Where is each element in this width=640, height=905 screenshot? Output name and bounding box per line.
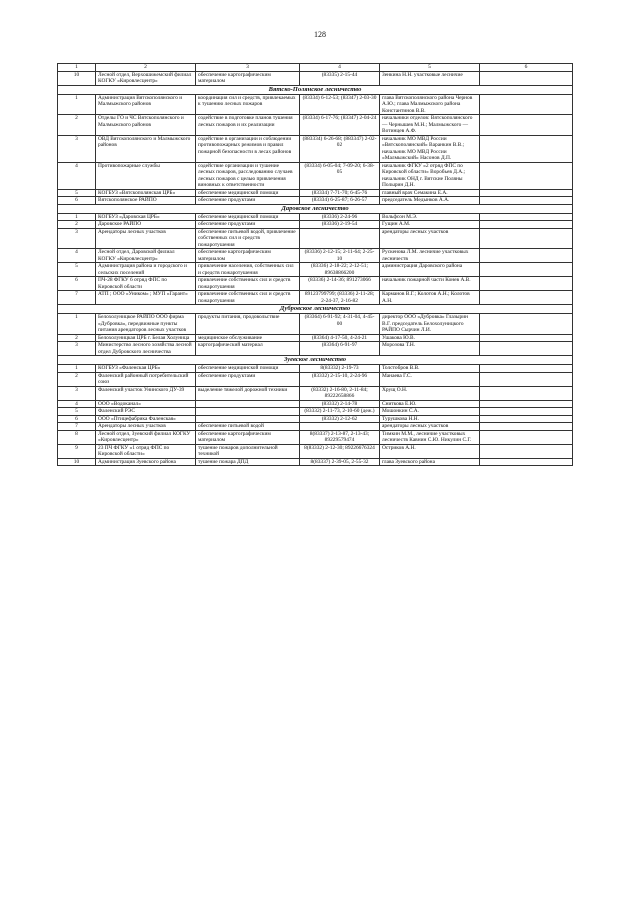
- row-number: 7: [58, 291, 96, 305]
- phone-cell: 8(83337) 2-13-87, 2-13-43; 89229579474: [300, 430, 380, 444]
- phone-cell: [300, 228, 380, 249]
- organization-cell: Администрация Зуевского района: [96, 458, 196, 466]
- table-row: [58, 314, 573, 335]
- role-cell: обеспечение продуктами: [196, 197, 300, 205]
- role-cell: привлечение собственных сил и средств пожаротушения: [196, 277, 300, 291]
- note-cell: [480, 115, 573, 136]
- role-cell: обеспечение картографическим материалом: [196, 249, 300, 263]
- contact-cell: арендаторы лесных участков: [380, 228, 480, 249]
- row-number: 8: [58, 430, 96, 444]
- phone-cell: (83334) 6-12-53; (83347) 2-03-30: [300, 94, 380, 115]
- phone-cell: (83332) 2-12-62: [300, 415, 380, 423]
- organization-cell: КОГБУЗ «Даровская ЦРБ»: [96, 213, 196, 221]
- phone-cell: (83335) 2-15-44: [300, 71, 380, 85]
- phone-cell: (83336) 2-24-96: [300, 213, 380, 221]
- contact-cell: Зенкина Н.Н. участковые лесничие: [380, 71, 480, 85]
- note-cell: [480, 334, 573, 342]
- note-cell: [480, 400, 573, 408]
- row-number: 4: [58, 162, 96, 189]
- organization-cell: АТП ; ООО «Уником» ; МУП «Гарант»: [96, 291, 196, 305]
- role-cell: продукты питания, продовольствие: [196, 314, 300, 335]
- table-row: [58, 249, 573, 263]
- table-row: [58, 135, 573, 162]
- phone-cell: (83364) 6-91-92; 4-31-04, 4-45-00: [300, 314, 380, 335]
- section-header-row: [58, 204, 573, 213]
- role-cell: [196, 415, 300, 423]
- table-row: [58, 197, 573, 205]
- role-cell: содействие организации и тушение лесных пожаров, расследованию случаев лесных пожаров с целью привлечения виновных к ответственности: [196, 162, 300, 189]
- contact-cell: начальник МО МВД России «Вятскополянский» Варанкин В.В.; начальник МО МВД России «Малмыжский» Насонов Д.П.: [380, 135, 480, 162]
- organization-cell: Арендаторы лесных участков: [96, 228, 196, 249]
- contact-cell: председатель Медынков А.А.: [380, 197, 480, 205]
- contact-cell: начальник пожарной части Конев А.В.: [380, 277, 480, 291]
- role-cell: [196, 408, 300, 416]
- organization-cell: ООО «Водоканал»: [96, 400, 196, 408]
- row-number: 3: [58, 342, 96, 356]
- row-number: 2: [58, 115, 96, 136]
- note-cell: [480, 213, 573, 221]
- table-body: [58, 64, 573, 466]
- note-cell: [480, 314, 573, 335]
- row-number: 3: [58, 228, 96, 249]
- contact-cell: Остриков А.Н.: [380, 444, 480, 458]
- phone-cell: (83334) 6-25-87; 6-26-57: [300, 197, 380, 205]
- organization-cell: Фаленский РЭС: [96, 408, 196, 416]
- role-cell: обеспечение картографическим материалом: [196, 71, 300, 85]
- note-cell: [480, 415, 573, 423]
- phone-cell: (83334) 6-17-76; (83347) 2-04-24: [300, 115, 380, 136]
- note-cell: [480, 249, 573, 263]
- role-cell: обеспечение медицинской помощи: [196, 365, 300, 373]
- contact-cell: Рускенова Л.М. лесничие участковых лесничеств: [380, 249, 480, 263]
- table-row: [58, 342, 573, 356]
- contact-cell: Хрущ О.Н.: [380, 386, 480, 400]
- note-cell: [480, 135, 573, 162]
- organization-cell: Белохолуницкая ЦРБ г. Белая Холуница: [96, 334, 196, 342]
- table-row: [58, 71, 573, 85]
- section-title: Даровское лесничество: [58, 204, 573, 213]
- note-cell: [480, 444, 573, 458]
- section-title: Дубровское лесничество: [58, 305, 573, 314]
- phone-cell: (883334) 6-26-68; (883347) 2-02-02: [300, 135, 380, 162]
- table-row: [58, 423, 573, 431]
- organization-cell: Администрация района и городского и сельских поселений: [96, 263, 196, 277]
- contact-cell: Вольфсон М.Э.: [380, 213, 480, 221]
- organization-cell: 23 ПЧ ФГКУ «1 отряд ФПС по Кировской области»: [96, 444, 196, 458]
- table-row: [58, 444, 573, 458]
- table-row: [58, 94, 573, 115]
- note-cell: [480, 189, 573, 197]
- table-row: [58, 386, 573, 400]
- role-cell: обеспечение медицинской помощи: [196, 213, 300, 221]
- organization-cell: Вятскополянское РАЙПО: [96, 197, 196, 205]
- organization-cell: КОГБУЗ «Фаленская ЦРБ»: [96, 365, 196, 373]
- contact-cell: директор ООО «Дубровка» Глазырин В.Г. председатель Белохолуницкого РАЙПО Сырчин Л.И.: [380, 314, 480, 335]
- organization-cell: Белохолуницкое РАЙПО ООО фирма «Дубровка», передвижные пункты питания арендаторов лесных участков: [96, 314, 196, 335]
- note-cell: [480, 291, 573, 305]
- row-number: 3: [58, 386, 96, 400]
- contact-cell: Толстобров В.В.: [380, 365, 480, 373]
- organization-cell: ООО «Птицефабрика Фаленская»: [96, 415, 196, 423]
- phone-cell: (83336) 2-12-15; 2-11-64; 2-25-10: [300, 249, 380, 263]
- row-number: 5: [58, 408, 96, 416]
- section-header-row: [58, 305, 573, 314]
- contact-cell: Сниткова Е.Ю.: [380, 400, 480, 408]
- role-cell: обеспечение продуктами: [196, 372, 300, 386]
- organization-cell: Отделы ГО и ЧС Вятскополянского и Малмыжского районов: [96, 115, 196, 136]
- organization-cell: ПЧ-28 ФГКУ 6 отряд ФПС по Кировской области: [96, 277, 196, 291]
- contact-cell: Ушакова Ю.В.: [380, 334, 480, 342]
- contact-cell: Манаева Г.С.: [380, 372, 480, 386]
- page-number: 128: [314, 30, 326, 39]
- table-row: [58, 228, 573, 249]
- contact-cell: главный врач Семакина Е.А.: [380, 189, 480, 197]
- note-cell: [480, 372, 573, 386]
- phone-cell: (83364) 4-17-50, 4-24-21: [300, 334, 380, 342]
- phone-cell: (83336) 2-18-22; 2-12-51; 89638866200: [300, 263, 380, 277]
- role-cell: тушение пожара ДПД: [196, 458, 300, 466]
- table-row: [58, 213, 573, 221]
- contact-cell: арендаторы лесных участков: [380, 423, 480, 431]
- column-number: 1: [58, 64, 96, 72]
- row-number: 6: [58, 415, 96, 423]
- phone-cell: (83332) 2-15-10, 2-24-96: [300, 372, 380, 386]
- column-number: 5: [380, 64, 480, 72]
- role-cell: медицинское обслуживание: [196, 334, 300, 342]
- role-cell: содействие в подготовке планов тушения лесных пожаров и их реализации: [196, 115, 300, 136]
- column-number: 2: [96, 64, 196, 72]
- note-cell: [480, 386, 573, 400]
- note-cell: [480, 408, 573, 416]
- organization-cell: Администрация Вятскополянского и Малмыжского районов: [96, 94, 196, 115]
- phone-cell: (83332) 2-11-73, 2-10-60 (деж.): [300, 408, 380, 416]
- table-row: [58, 263, 573, 277]
- row-number: 6: [58, 277, 96, 291]
- role-cell: привлечение собственных сил и средств пожаротушения: [196, 291, 300, 305]
- contact-cell: глава Зуевского района: [380, 458, 480, 466]
- contact-cell: администрация Даровского района: [380, 263, 480, 277]
- role-cell: обеспечение питьевой водой: [196, 423, 300, 431]
- row-number: 1: [58, 213, 96, 221]
- role-cell: координация сил и средств, привлекаемых к тушению лесных пожаров: [196, 94, 300, 115]
- table-row: [58, 115, 573, 136]
- role-cell: обеспечение картографическим материалом: [196, 430, 300, 444]
- contact-cell: Мошонкин С.А.: [380, 408, 480, 416]
- table-row: [58, 430, 573, 444]
- column-number: 3: [196, 64, 300, 72]
- table-row: [58, 365, 573, 373]
- row-number: 1: [58, 314, 96, 335]
- organization-cell: Лесной отдел, Верхошижемский филиал КОГКУ «Кировлесцентр»: [96, 71, 196, 85]
- organization-cell: Министерство лесного хозяйства лесной отдел Дубровского лесничества: [96, 342, 196, 356]
- note-cell: [480, 365, 573, 373]
- role-cell: обеспечение медицинской помощи: [196, 189, 300, 197]
- organization-cell: Лесной отдел, Даровской филиал КОГКУ «Кировлесцентр»: [96, 249, 196, 263]
- phone-cell: (83336) 2-19-54: [300, 221, 380, 229]
- phone-cell: 8(83332) 2-19-73: [300, 365, 380, 373]
- section-header-row: [58, 356, 573, 365]
- table-row: [58, 458, 573, 466]
- phone-cell: (83364) 6-91-97: [300, 342, 380, 356]
- phone-cell: (83332) 2-14-78: [300, 400, 380, 408]
- phone-cell: 8(83337) 2-39-05, 2-55-32: [300, 458, 380, 466]
- row-number: 5: [58, 189, 96, 197]
- role-cell: обеспечение питьевой водой, привлечение собственных сил и средств пожаротушения: [196, 228, 300, 249]
- role-cell: привлечение населения, собственных сил и средств пожаротушения: [196, 263, 300, 277]
- contact-cell: Тимкин М.М., лесничие участковых лесничеств Кавнин С.Ю. Никулин С.Г.: [380, 430, 480, 444]
- table-row: [58, 162, 573, 189]
- contact-cell: начальники отделов: Вятскополянского — Чернышев М.Н.; Малмыжского — Вотинцев А.Ф.: [380, 115, 480, 136]
- note-cell: [480, 71, 573, 85]
- row-number: 2: [58, 334, 96, 342]
- role-cell: обеспечение продуктами: [196, 221, 300, 229]
- row-number: 7: [58, 423, 96, 431]
- phone-cell: (83336) 2-14-36; 891273066: [300, 277, 380, 291]
- row-number: 3: [58, 135, 96, 162]
- contact-cell: Гущин А.М.: [380, 221, 480, 229]
- phone-cell: (83334) 6-05-04; 7-09-20; 6-38-05: [300, 162, 380, 189]
- table-row: [58, 291, 573, 305]
- note-cell: [480, 430, 573, 444]
- row-number: 1: [58, 94, 96, 115]
- table-row: [58, 372, 573, 386]
- organization-cell: Лесной отдел, Зуевский филиал КОГКУ «Кировлесцентр»: [96, 430, 196, 444]
- row-number: 6: [58, 197, 96, 205]
- note-cell: [480, 263, 573, 277]
- phone-cell: (83332) 2-16-80, 2-11-84; 89222658866: [300, 386, 380, 400]
- role-cell: тушение пожаров дополнительной техникой: [196, 444, 300, 458]
- organization-cell: Арендаторы лесных участков: [96, 423, 196, 431]
- organization-cell: ОВД Вятскополянского и Малмыжского районов: [96, 135, 196, 162]
- table-row: [58, 408, 573, 416]
- contact-cell: начальник ФГКУ «2 отряд ФПС по Кировской области» Воробьев Д.А.; начальник ОНД г. Вятские Поляны Полырин Д.Н.: [380, 162, 480, 189]
- note-cell: [480, 423, 573, 431]
- contact-cell: глава Вятскополянского района Чернов А.Ю.; глава Малмыжского района Константинов В.В.: [380, 94, 480, 115]
- organization-cell: КОГБУЗ «Вятскополянская ЦРБ»: [96, 189, 196, 197]
- table-row: [58, 400, 573, 408]
- row-number: 10: [58, 71, 96, 85]
- contact-cell: Морозова Т.Н.: [380, 342, 480, 356]
- phone-cell: 8(83332) 2-12-30; 89226676324: [300, 444, 380, 458]
- table-row: [58, 415, 573, 423]
- section-title: Зуевское лесничество: [58, 356, 573, 365]
- section-title: Вятско-Полянское лесничество: [58, 85, 573, 94]
- phone-cell: 89123799799; (83336) 2-11-28; 2-24-37, 2-16-82: [300, 291, 380, 305]
- organization-cell: Противопожарные службы: [96, 162, 196, 189]
- table-row: [58, 189, 573, 197]
- column-number: 6: [480, 64, 573, 72]
- role-cell: картографический материал: [196, 342, 300, 356]
- note-cell: [480, 197, 573, 205]
- row-number: 1: [58, 365, 96, 373]
- note-cell: [480, 221, 573, 229]
- role-cell: выделение тяжелой дорожной техники: [196, 386, 300, 400]
- row-number: 4: [58, 249, 96, 263]
- row-number: 2: [58, 372, 96, 386]
- contacts-table: [57, 63, 573, 466]
- note-cell: [480, 342, 573, 356]
- phone-cell: [300, 423, 380, 431]
- contact-cell: Турушкова Н.Н.: [380, 415, 480, 423]
- column-number-row: [58, 64, 573, 72]
- table-row: [58, 334, 573, 342]
- row-number: 10: [58, 458, 96, 466]
- organization-cell: Фаленский участок Унинского ДУ-39: [96, 386, 196, 400]
- role-cell: [196, 400, 300, 408]
- organization-cell: Даровское РАЙПО: [96, 221, 196, 229]
- table-row: [58, 221, 573, 229]
- note-cell: [480, 94, 573, 115]
- row-number: 4: [58, 400, 96, 408]
- table-row: [58, 277, 573, 291]
- note-cell: [480, 277, 573, 291]
- row-number: 9: [58, 444, 96, 458]
- role-cell: содействие в организации и соблюдении противопожарных режимов и правил пожарной безопасности в лесах районов: [196, 135, 300, 162]
- column-number: 4: [300, 64, 380, 72]
- organization-cell: Фаленский районный потребительский союз: [96, 372, 196, 386]
- row-number: 5: [58, 263, 96, 277]
- note-cell: [480, 162, 573, 189]
- note-cell: [480, 458, 573, 466]
- row-number: 2: [58, 221, 96, 229]
- phone-cell: (83334) 7-71-70; 6-45-76: [300, 189, 380, 197]
- contact-cell: Карманов В.Г.; Колотов А.Н.; Колотов А.Н.: [380, 291, 480, 305]
- note-cell: [480, 228, 573, 249]
- section-header-row: [58, 85, 573, 94]
